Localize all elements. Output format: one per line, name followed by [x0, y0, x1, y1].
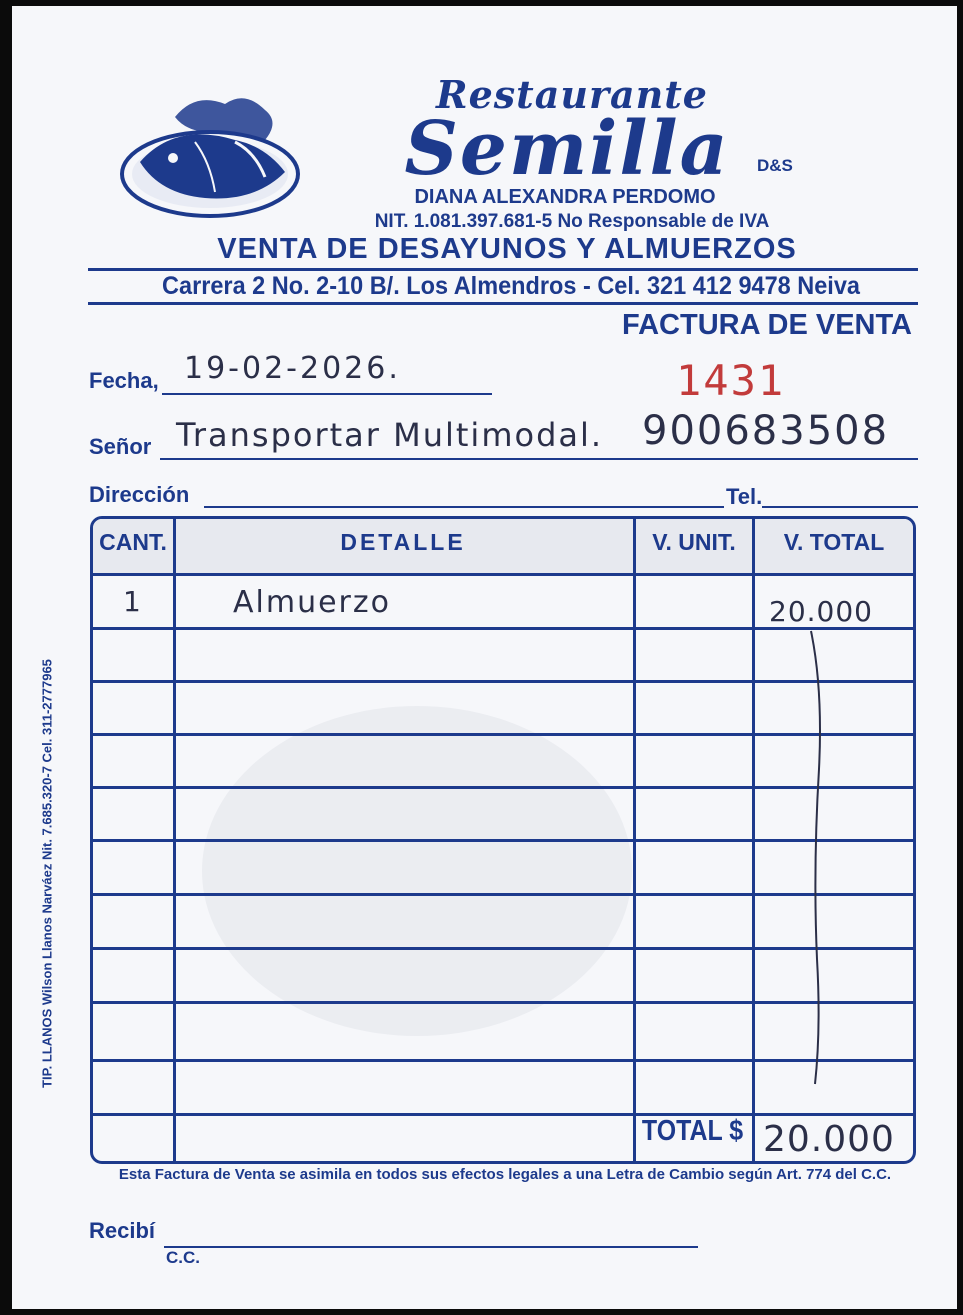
owner-name: DIANA ALEXANDRA PERDOMO [414, 186, 716, 208]
row-detalle: Almuerzo [233, 585, 391, 620]
tel-label: Tel. [726, 484, 763, 509]
legal-note: Esta Factura de Venta se asimila en todos sus efectos legales a una Letra de Cambio según Art. 774 del C.C. [118, 1166, 892, 1183]
row-line [93, 1001, 913, 1004]
invoice-paper [12, 6, 957, 1309]
direccion-field[interactable] [204, 480, 724, 508]
row-cant: 1 [123, 585, 141, 618]
total-label: TOTAL $ [641, 1115, 744, 1147]
header-cant: CANT. [99, 529, 167, 555]
items-table [90, 516, 916, 1164]
tel-field[interactable] [762, 480, 918, 508]
senor-field[interactable] [160, 408, 918, 460]
row-line [93, 786, 913, 789]
row-line [93, 947, 913, 950]
direccion-label: Dirección [89, 482, 190, 507]
header-v-total: V. TOTAL [783, 529, 885, 555]
row-line [93, 680, 913, 683]
printer-credit: TIP. LLANOS Wilson Llanos Narváez Nit. 7.685.320-7 Cel. 311-2777965 [39, 659, 55, 1088]
recibi-label: Recibí [89, 1218, 156, 1243]
row-line [93, 893, 913, 896]
row-line [93, 573, 913, 576]
document-type: FACTURA DE VENTA [622, 309, 912, 341]
header-rule-bottom [88, 302, 918, 305]
nit-line: NIT. 1.081.397.681-5 No Responsable de IVA [374, 211, 770, 232]
brand-main-text: Semilla [404, 106, 730, 192]
header-v-unit: V. UNIT. [652, 529, 736, 555]
row-line [93, 1113, 913, 1116]
ditto-stroke [793, 629, 833, 1089]
row-line [93, 1059, 913, 1062]
cc-label: C.C. [166, 1248, 200, 1267]
row-v-total: 20.000 [769, 595, 873, 628]
address-line: Carrera 2 No. 2-10 B/. Los Almendros - Cel. 321 412 9478 Neiva [162, 272, 860, 300]
senor-label: Señor [89, 434, 152, 459]
senor-nit: 900683508 [642, 408, 890, 454]
total-value: 20.000 [763, 1119, 895, 1160]
restaurant-logo-fish-icon [115, 82, 305, 222]
tagline: VENTA DE DESAYUNOS Y ALMUERZOS [217, 233, 797, 265]
row-line [93, 839, 913, 842]
invoice-number: 1431 [676, 356, 786, 405]
header-rule-top [88, 268, 918, 271]
brand-top-text: Restaurante [436, 72, 708, 117]
header-detalle: DETALLE [340, 529, 466, 555]
row-line [93, 733, 913, 736]
fecha-value: 19-02-2026. [184, 351, 401, 386]
recibi-field[interactable] [164, 1218, 698, 1248]
fecha-label: Fecha, [89, 368, 159, 393]
senor-value: Transportar Multimodal. [176, 416, 604, 454]
brand-suffix: D&S [757, 156, 793, 175]
fecha-field[interactable] [162, 351, 492, 395]
